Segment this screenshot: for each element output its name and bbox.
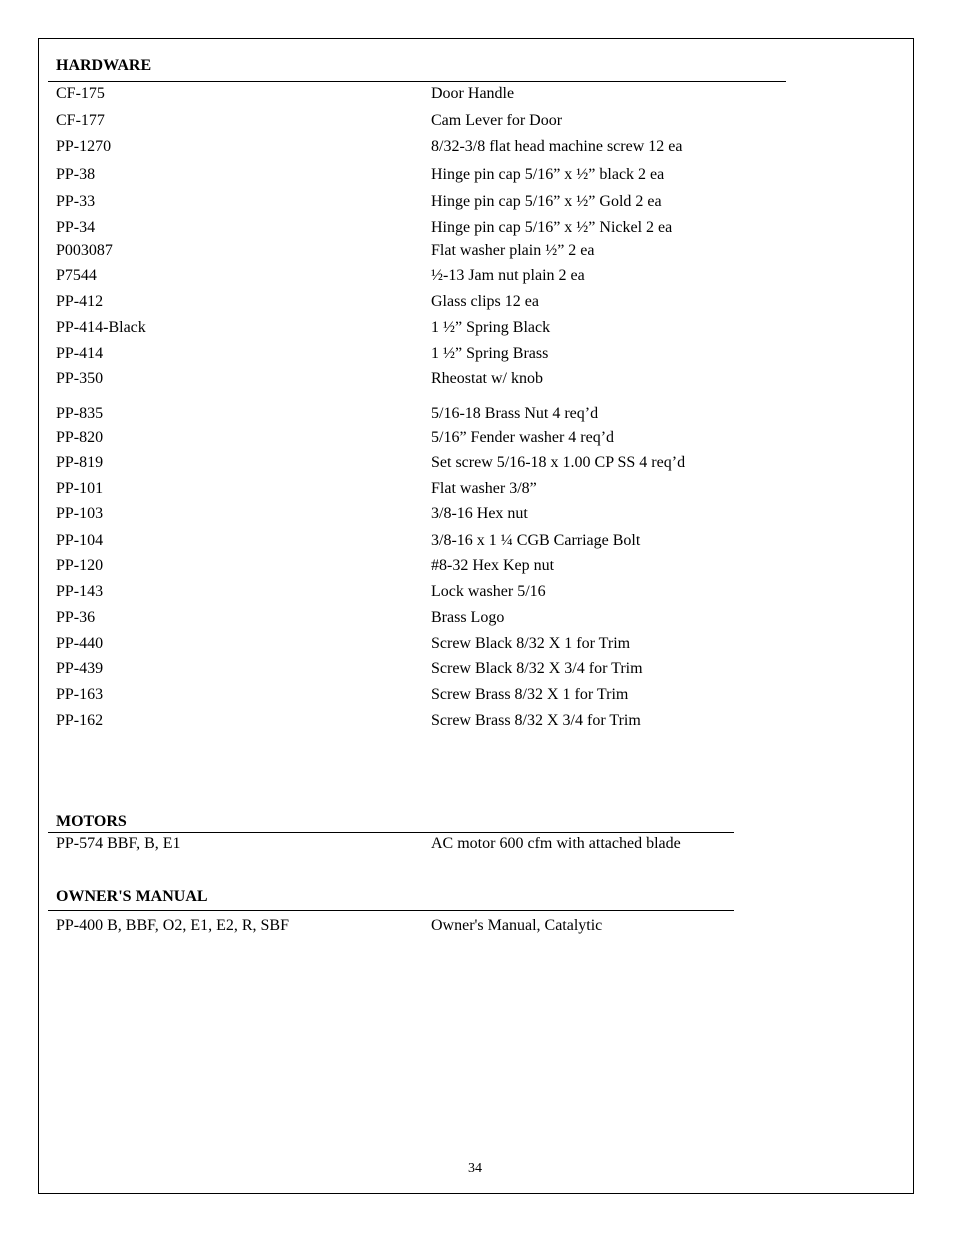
part-number: PP-574 BBF, B, E1	[56, 835, 181, 852]
part-description: 1 ½” Spring Black	[431, 319, 551, 336]
section-rule-motors	[48, 832, 734, 833]
part-number: PP-350	[56, 370, 104, 387]
part-description: Set screw 5/16-18 x 1.00 CP SS 4 req’d	[431, 454, 686, 471]
part-number: PP-439	[56, 660, 104, 677]
part-number: PP-33	[56, 193, 96, 210]
part-description: Hinge pin cap 5/16” x ½” black 2 ea	[431, 166, 665, 183]
part-description: 3/8-16 x 1 ¼ CGB Carriage Bolt	[431, 532, 641, 549]
part-description: Door Handle	[431, 85, 515, 102]
part-number: PP-1270	[56, 138, 112, 155]
part-description: #8-32 Hex Kep nut	[431, 557, 555, 574]
part-number: P003087	[56, 242, 113, 259]
part-description: Lock washer 5/16	[431, 583, 546, 600]
part-description: Hinge pin cap 5/16” x ½” Gold 2 ea	[431, 193, 662, 210]
part-description: 3/8-16 Hex nut	[431, 505, 528, 522]
part-number: PP-819	[56, 454, 104, 471]
part-description: 5/16” Fender washer 4 req’d	[431, 429, 615, 446]
part-description: Screw Brass 8/32 X 3/4 for Trim	[431, 712, 641, 729]
part-description: Screw Black 8/32 X 3/4 for Trim	[431, 660, 643, 677]
part-number: PP-835	[56, 405, 104, 422]
part-description: Screw Black 8/32 X 1 for Trim	[431, 635, 631, 652]
part-description: Cam Lever for Door	[431, 112, 563, 129]
part-description: AC motor 600 cfm with attached blade	[431, 835, 681, 852]
part-number: PP-440	[56, 635, 104, 652]
part-description: Flat washer plain ½” 2 ea	[431, 242, 595, 259]
part-description: 5/16-18 Brass Nut 4 req’d	[431, 405, 599, 422]
part-number: PP-162	[56, 712, 104, 729]
part-description: Screw Brass 8/32 X 1 for Trim	[431, 686, 629, 703]
section-heading-hardware: HARDWARE	[56, 57, 152, 74]
part-number: PP-38	[56, 166, 96, 183]
part-number: PP-104	[56, 532, 104, 549]
part-number: PP-820	[56, 429, 104, 446]
part-number: CF-177	[56, 112, 105, 129]
part-number: PP-412	[56, 293, 104, 310]
part-description: Rheostat w/ knob	[431, 370, 543, 387]
part-description: Glass clips 12 ea	[431, 293, 539, 310]
part-description: ½-13 Jam nut plain 2 ea	[431, 267, 585, 284]
part-number: P7544	[56, 267, 97, 284]
part-number: PP-414-Black	[56, 319, 146, 336]
section-heading-motors: MOTORS	[56, 813, 127, 830]
section-rule-owners-manual	[48, 910, 734, 911]
part-description: 1 ½” Spring Brass	[431, 345, 549, 362]
part-number: PP-414	[56, 345, 104, 362]
part-number: PP-163	[56, 686, 104, 703]
part-number: PP-36	[56, 609, 96, 626]
part-description: Owner's Manual, Catalytic	[431, 917, 603, 934]
page-number: 34	[468, 1161, 482, 1176]
section-heading-owners-manual: OWNER'S MANUAL	[56, 888, 208, 905]
part-number: PP-143	[56, 583, 104, 600]
section-rule-hardware	[48, 81, 786, 82]
part-number: PP-34	[56, 219, 96, 236]
part-description: Brass Logo	[431, 609, 505, 626]
part-description: Hinge pin cap 5/16” x ½” Nickel 2 ea	[431, 219, 673, 236]
part-number: PP-101	[56, 480, 104, 497]
part-number: CF-175	[56, 85, 105, 102]
part-description: Flat washer 3/8”	[431, 480, 537, 497]
part-number: PP-103	[56, 505, 104, 522]
part-description: 8/32-3/8 flat head machine screw 12 ea	[431, 138, 683, 155]
part-number: PP-120	[56, 557, 104, 574]
part-number: PP-400 B, BBF, O2, E1, E2, R, SBF	[56, 917, 289, 934]
